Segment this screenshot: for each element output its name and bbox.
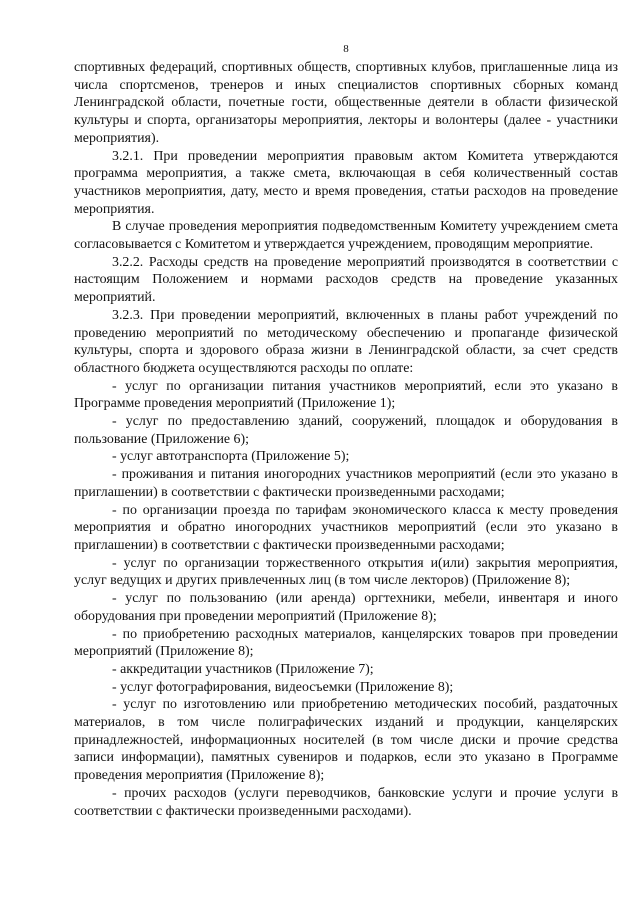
paragraph-13: - по приобретению расходных материалов, канцелярских товаров при проведении мероприятий (Приложение 8); bbox=[74, 626, 618, 660]
paragraph-4: 3.2.2. Расходы средств на проведение мероприятий производятся в соответствии с настоящим Положением и нормами расходов средств на проведение указанных мероприятий. bbox=[74, 254, 618, 306]
paragraph-6: - услуг по организации питания участников мероприятий, если это указано в Программе проведения мероприятий (Приложение 1); bbox=[74, 378, 618, 412]
paragraph-16: - услуг по изготовлению или приобретению методических пособий, раздаточных материалов, в том числе полиграфических изданий и продукции, канцелярских принадлежностей, информационных носителей (в том числе диски и прочие средства записи информации), памятных сувениров и подарков, если это указано в Программе проведения мероприятия (Приложение 8); bbox=[74, 697, 618, 784]
paragraph-15: - услуг фотографирования, видеосъемки (Приложение 8); bbox=[112, 679, 454, 695]
paragraph-7: - услуг по предоставлению зданий, сооружений, площадок и оборудования в пользование (Приложение 6); bbox=[74, 414, 618, 447]
paragraph-1: спортивных федераций, спортивных обществ, спортивных клубов, приглашенные лица из числа спортсменов, тренеров и иных специалистов спортивных сборных команд Ленинградской области, почетные гости, общественные деятели в области физической культуры и спорта, организаторы мероприятия, лекторы и волонтеры (далее - участники мероприятия). bbox=[74, 60, 618, 146]
paragraph-3: В случае проведения мероприятия подведомственным Комитету учреждением смета согласовывается с Комитетом и утверждается учреждением, проводящим мероприятие. bbox=[74, 219, 618, 253]
paragraph-14: - аккредитации участников (Приложение 7); bbox=[112, 661, 374, 677]
page-number: 8 bbox=[343, 43, 349, 55]
paragraph-12: - услуг по пользованию (или аренда) оргтехники, мебели, инвентаря и иного оборудования при проведении мероприятий (Приложение 8); bbox=[74, 591, 618, 624]
document-body bbox=[74, 59, 618, 820]
paragraph-5: 3.2.3. При проведении мероприятий, включенных в планы работ учреждений по проведению мероприятий по методическому обеспечению и пропаганде физической культуры, спорта и здорового образа жизни в Ленинградской области, за счет средств областного бюджета осуществляются расходы по оплате: bbox=[74, 307, 618, 376]
paragraph-9: - проживания и питания иногородних участников мероприятий (если это указано в приглашении) в соответствии с фактически произведенными расходами; bbox=[74, 467, 618, 500]
paragraph-17: - прочих расходов (услуги переводчиков, банковские услуги и прочие услуги в соответствии с фактически произведенными расходами). bbox=[74, 785, 618, 819]
paragraph-10: - по организации проезда по тарифам экономического класса к месту проведения мероприятия и обратно иногородних участников мероприятий (если это указано в приглашении) в соответствии с фактически произведенными расходами; bbox=[74, 502, 618, 553]
paragraph-11: - услуг по организации торжественного открытия и(или) закрытия мероприятия, услуг ведущих и других привлеченных лиц (в том числе лекторов) (Приложение 8); bbox=[74, 555, 618, 589]
paragraph-2: 3.2.1. При проведении мероприятия правовым актом Комитета утверждаются программа мероприятия, а также смета, включающая в себя количественный состав участников мероприятия, дату, место и время проведения, статьи расходов на проведение мероприятия. bbox=[74, 148, 618, 217]
paragraph-8: - услуг автотранспорта (Приложение 5); bbox=[112, 449, 350, 465]
